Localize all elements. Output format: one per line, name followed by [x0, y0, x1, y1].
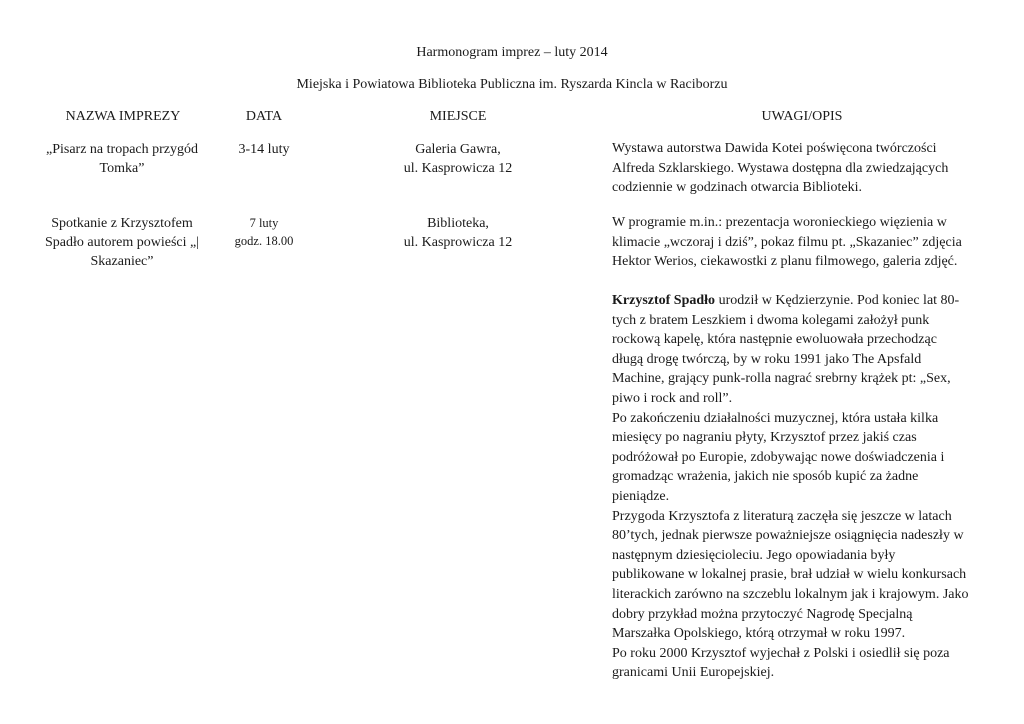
author-bio-line: Marszałka Opolskiego, którą otrzymał w roku 1997. [612, 626, 906, 642]
column-header-date: DATA [245, 109, 283, 124]
row-1-notes-line: codziennie w godzinach otwarcia Biblioteki. [612, 180, 862, 196]
author-bio-line: podróżował po Europie, zdobywając nowe doświadczenia i [612, 449, 945, 465]
author-bio-first-line-rest: urodził w Kędzierzynie. Pod koniec lat 80- [715, 293, 960, 308]
page-title: Harmonogram imprez – luty 2014 [416, 45, 608, 60]
author-bio-line: tych z bratem Leszkiem i dwoma kolegami założył punk [612, 312, 930, 328]
row-1-notes-line: Alfreda Szklarskiego. Wystawa dostępna dla zwiedzających [612, 160, 949, 176]
row-1-event-name-line: Tomka” [99, 161, 145, 176]
row-2-notes [612, 213, 997, 272]
column-header-place: MIEJSCE [429, 109, 487, 124]
row-2-event-name-line: Skazaniec” [90, 254, 154, 269]
row-2-date-line: 7 luty [249, 216, 279, 230]
author-bio-line: Po roku 2000 Krzysztof wyjechał z Polski i osiedlił się poza [612, 645, 950, 661]
author-bio-line: dobry przykład można przytoczyć Nagrodę Specjalną [612, 606, 913, 622]
author-bio-line: pieniądze. [612, 488, 670, 504]
row-2-place [378, 214, 538, 252]
library-name: Miejska i Powiatowa Biblioteka Publiczna im. Ryszarda Kincla w Raciborzu [296, 77, 728, 92]
row-1-notes-line: Wystawa autorstwa Dawida Kotei poświęcona twórczości [612, 141, 937, 156]
row-1-place-line: Galeria Gawra, [415, 142, 501, 157]
row-2-notes-line: Hektor Werios, ciekawostki z planu filmowego, galeria zdjęć. [612, 254, 958, 270]
author-bio-line: rockową kapelę, która następnie ewoluowała przechodząc [612, 332, 937, 348]
author-name: Krzysztof Spadło [612, 293, 716, 308]
author-bio-line: długą drogę twórczą, by w roku 1991 jako The Apsfald [612, 351, 922, 367]
author-bio-line: gromadząc wrażenia, jakich nie sposób kupić za żadne [612, 469, 919, 485]
author-bio-line: miesięcy po nagraniu płyty, Krzysztof przez jakiś czas [612, 430, 917, 446]
column-header-notes: UWAGI/OPIS [761, 109, 843, 124]
row-2-place-line: Biblioteka, [427, 216, 489, 231]
row-2-notes-line: W programie m.in.: prezentacja woronieckiego więzienia w [612, 215, 947, 230]
row-1-event-name-line: „Pisarz na tropach przygód [46, 142, 198, 157]
row-2-event-name-line: Spotkanie z Krzysztofem [51, 216, 193, 231]
row-1-place [378, 140, 538, 178]
row-1-place-line: ul. Kasprowicza 12 [403, 161, 513, 176]
author-bio [612, 291, 997, 683]
author-bio-line: Po zakończeniu działalności muzycznej, która ustała kilka [612, 410, 939, 426]
row-2-date [222, 214, 306, 250]
author-bio-line: literackich zarówno na szczeblu lokalnym jak i krajowym. Jako [612, 586, 969, 602]
column-header-name: NAZWA IMPREZY [65, 109, 181, 124]
row-2-event-name [30, 214, 214, 271]
row-1-notes [612, 139, 997, 198]
author-bio-line: publikowane w lokalnej prasie, brał udział w wielu konkursach [612, 567, 967, 583]
author-bio-line: granicami Unii Europejskiej. [612, 665, 775, 681]
row-1-date [222, 140, 306, 159]
author-bio-line: następnym dziesięcioleciu. Jego opowiadania były [612, 547, 896, 563]
author-bio-first-line [612, 291, 997, 311]
row-2-time-line: godz. 18.00 [234, 234, 294, 248]
row-2-notes-line: klimacie „wczoraj i dziś”, pokaz filmu pt. „Skazaniec” zdjęcia [612, 234, 962, 250]
author-bio-line: piwo i rock and roll”. [612, 390, 733, 406]
row-2-place-line: ul. Kasprowicza 12 [403, 235, 513, 250]
row-1-event-name [30, 140, 214, 178]
row-2-event-name-line: Spadło autorem powieści „| [44, 235, 200, 250]
author-bio-line: Przygoda Krzysztofa z literaturą zaczęła się jeszcze w latach [612, 508, 952, 524]
row-1-date-line: 3-14 luty [238, 142, 290, 157]
author-bio-line: Machine, grający punk-rolla nagrać srebrny krążek pt: „Sex, [612, 371, 951, 387]
author-bio-line: 80’tych, jednak pierwsze poważniejsze osiągnięcia nadeszły w [612, 528, 964, 544]
